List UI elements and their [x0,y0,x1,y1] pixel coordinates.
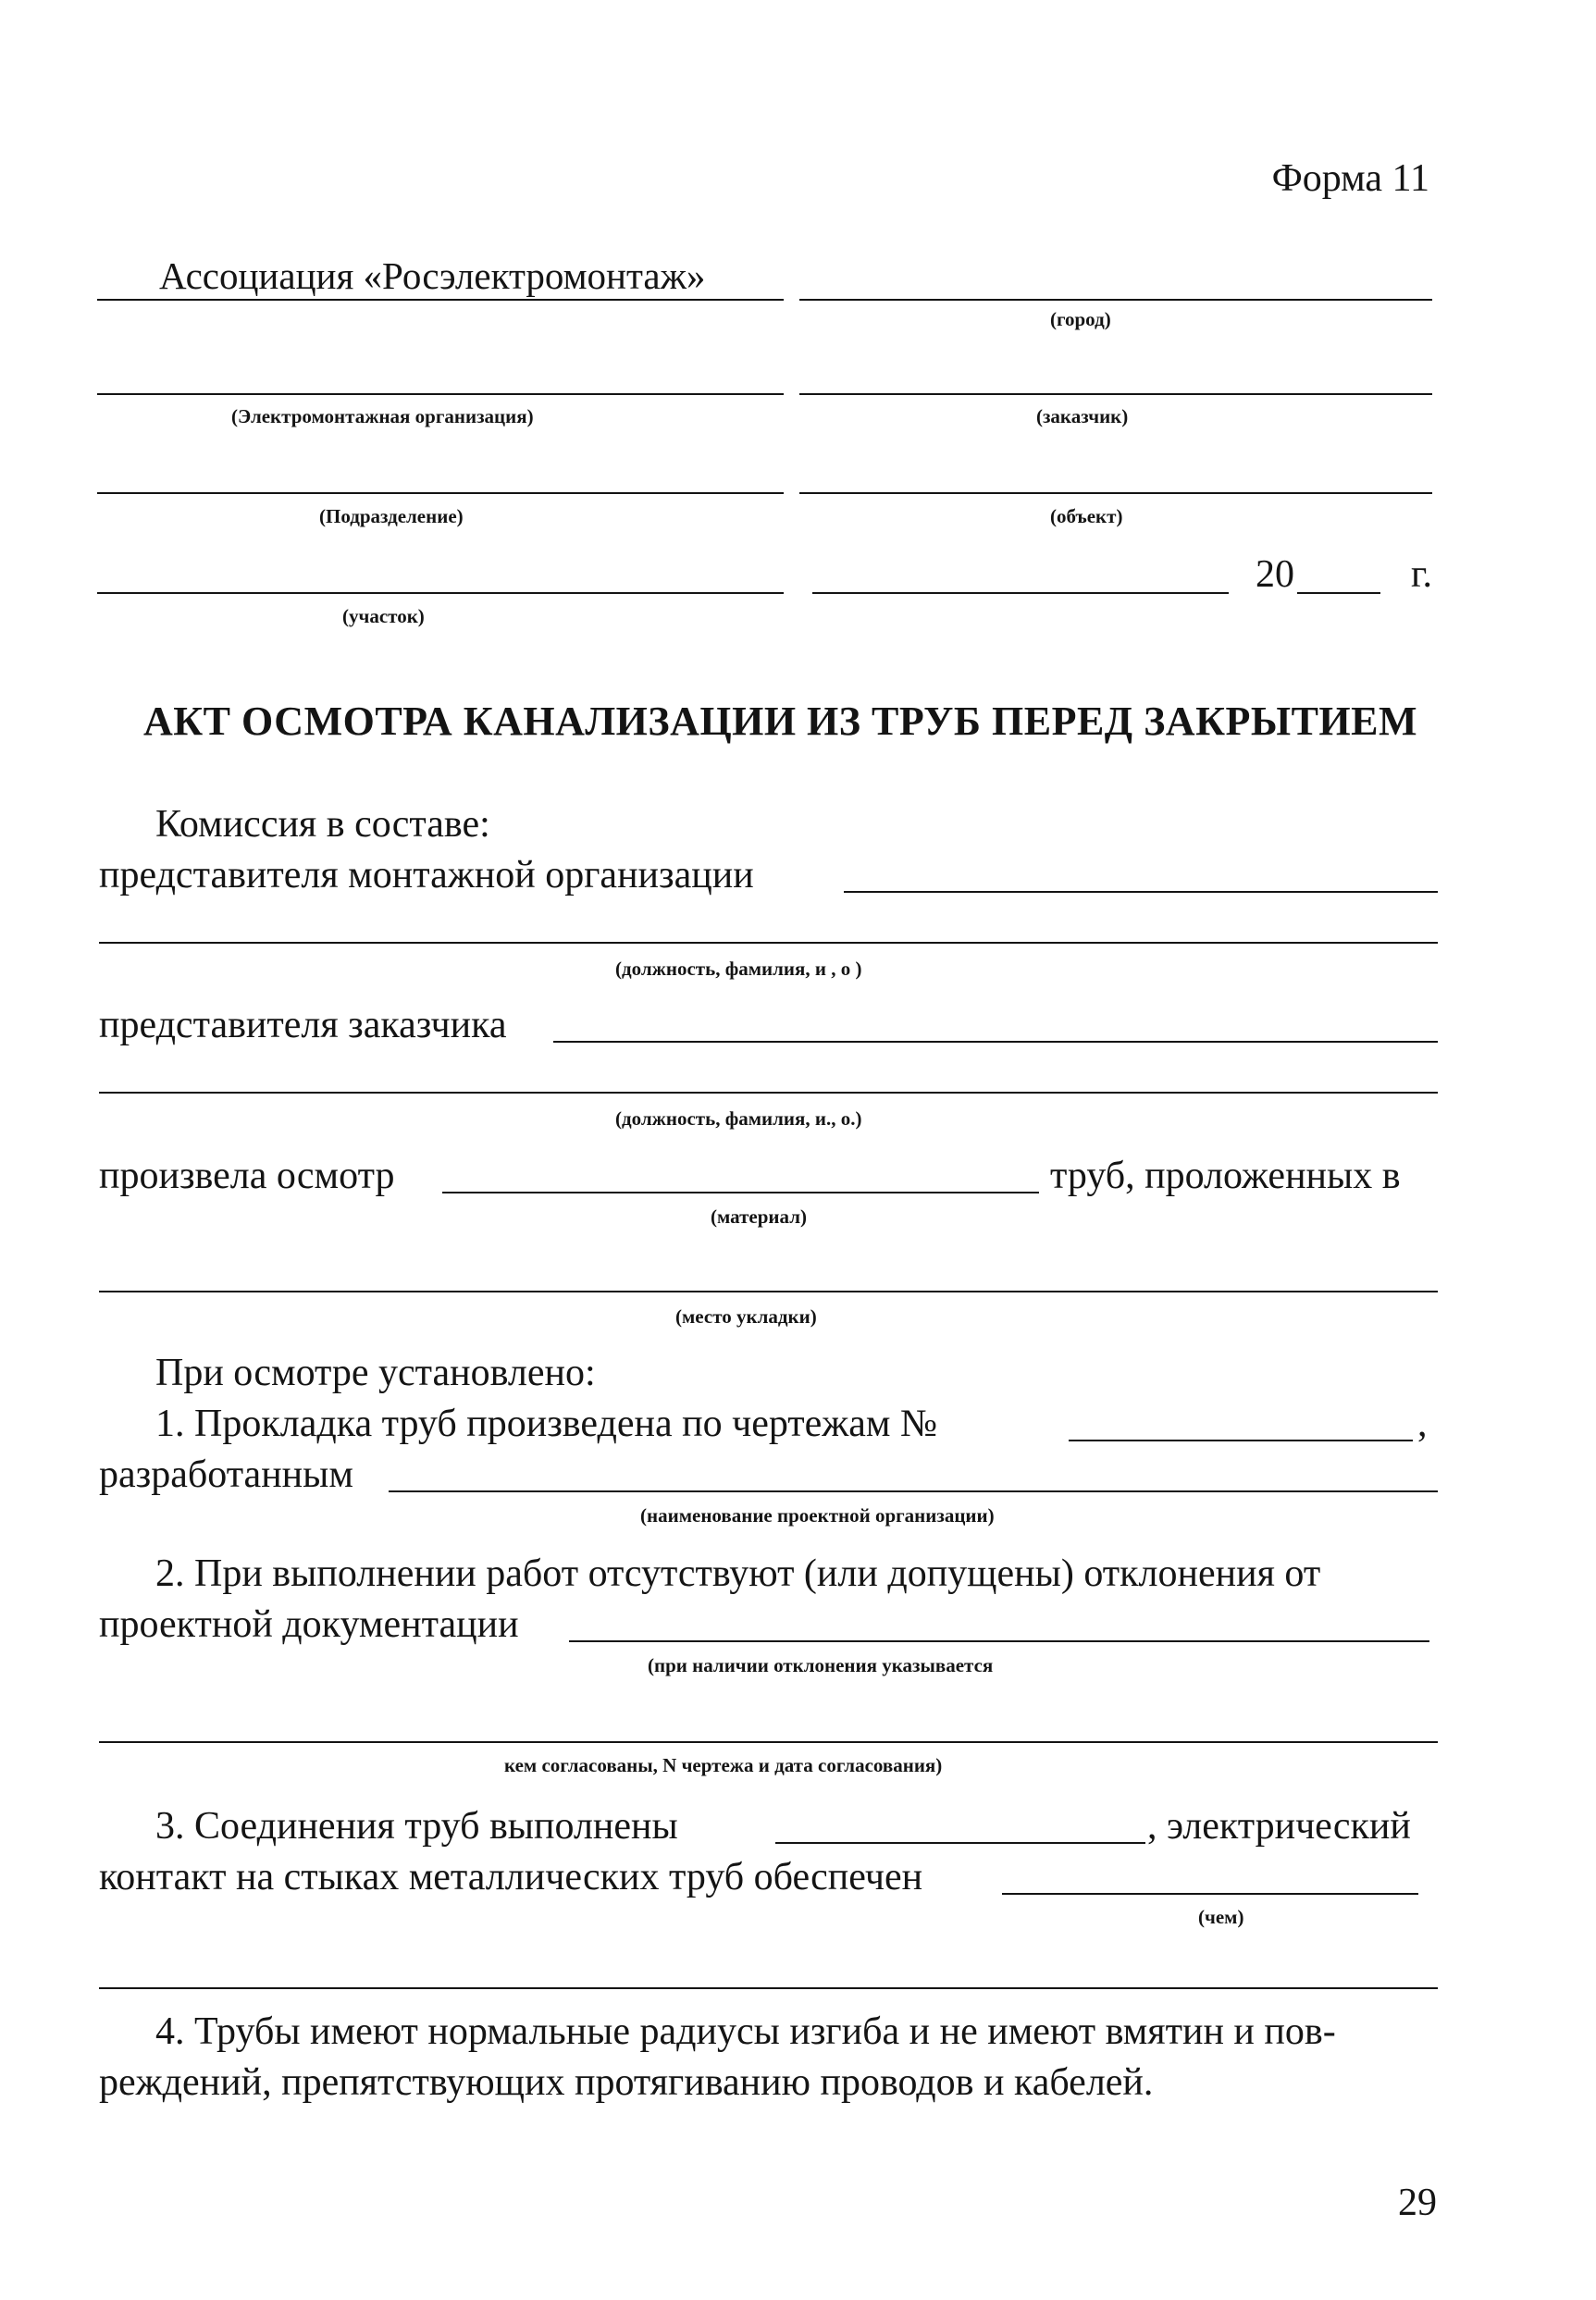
org-label: (Электромонтажная организация) [231,405,534,427]
designer-line[interactable] [389,1490,1438,1492]
inspected-label: произвела осмотр [99,1155,395,1197]
year-suffix: г. [1411,553,1432,596]
organization-value: Ассоциация «Росэлектромонтаж» [159,254,706,297]
pipes-laid-label: труб, проложенных в [1050,1155,1401,1197]
place-label: (место укладки) [675,1305,817,1328]
object-label: (объект) [1050,505,1123,527]
document-title: АКТ ОСМОТРА КАНАЛИЗАЦИИ ИЗ ТРУБ ПЕРЕД ЗАКРЫТИЕМ [143,699,1418,744]
item1-label: (наименование проектной организации) [640,1504,995,1527]
item4-line1: 4. Трубы имеют нормальные радиусы изгиба и не имеют вмятин и пов- [155,2010,1336,2053]
item3-line2: контакт на стыках металлических труб обеспечен [99,1856,923,1898]
section-label: (участок) [342,605,425,627]
item4-line2: реждений, препятствующих протягиванию проводов и кабелей. [99,2061,1154,2104]
commission-intro: Комиссия в составе: [155,803,490,846]
installer-rep-label: представителя монтажной организации [99,854,754,897]
deviations-line[interactable] [569,1640,1429,1642]
place-line[interactable] [99,1291,1438,1292]
customer-rep-line[interactable] [553,1041,1438,1043]
item2-label2: кем согласованы, N чертежа и дата согласования) [504,1754,943,1776]
drawing-number-line[interactable] [1069,1440,1413,1441]
findings-intro: При осмотре установлено: [155,1352,596,1394]
material-label: (материал) [711,1206,807,1228]
item2-line2: проектной документации [99,1603,519,1646]
item2-line1: 2. При выполнении работ отсутствуют (или допущены) отклонения от [155,1552,1321,1595]
subdivision-line[interactable] [97,492,784,494]
customer-rep-line-2[interactable] [99,1092,1438,1094]
date-line[interactable] [812,592,1229,594]
item1-line1: 1. Прокладка труб произведена по чертежам № [155,1403,938,1445]
item3-line1a: 3. Соединения труб выполнены [155,1805,678,1848]
subdivision-label: (Подразделение) [319,505,464,527]
city-label: (город) [1050,308,1111,330]
item1-comma: , [1417,1403,1428,1445]
object-line[interactable] [799,492,1432,494]
form-number: Форма 11 [1271,157,1429,200]
joints-line[interactable] [775,1842,1145,1844]
customer-line[interactable] [799,393,1432,395]
item3-label: (чем) [1198,1906,1244,1928]
item3-line1b: , электрический [1147,1805,1411,1848]
installer-rep-line[interactable] [844,891,1438,893]
installer-rep-line-2[interactable] [99,942,1438,944]
position-label-2: (должность, фамилия, и., о.) [615,1107,862,1130]
material-line[interactable] [442,1192,1039,1193]
customer-label: (заказчик) [1036,405,1129,427]
item1-line2: разработанным [99,1453,353,1496]
org-line[interactable] [97,393,784,395]
position-label-1: (должность, фамилия, и , о ) [615,958,862,980]
item2-label1: (при наличии отклонения указывается [648,1654,994,1676]
contact-line[interactable] [1002,1893,1418,1895]
deviations-line-2[interactable] [99,1741,1438,1743]
city-line[interactable] [799,299,1432,301]
organization-underline [97,299,784,301]
customer-rep-label: представителя заказчика [99,1004,507,1046]
section-line[interactable] [97,592,784,594]
page-number: 29 [1398,2182,1437,2224]
contact-line-2[interactable] [99,1987,1438,1989]
year-line[interactable] [1297,592,1380,594]
year-prefix: 20 [1256,553,1294,596]
